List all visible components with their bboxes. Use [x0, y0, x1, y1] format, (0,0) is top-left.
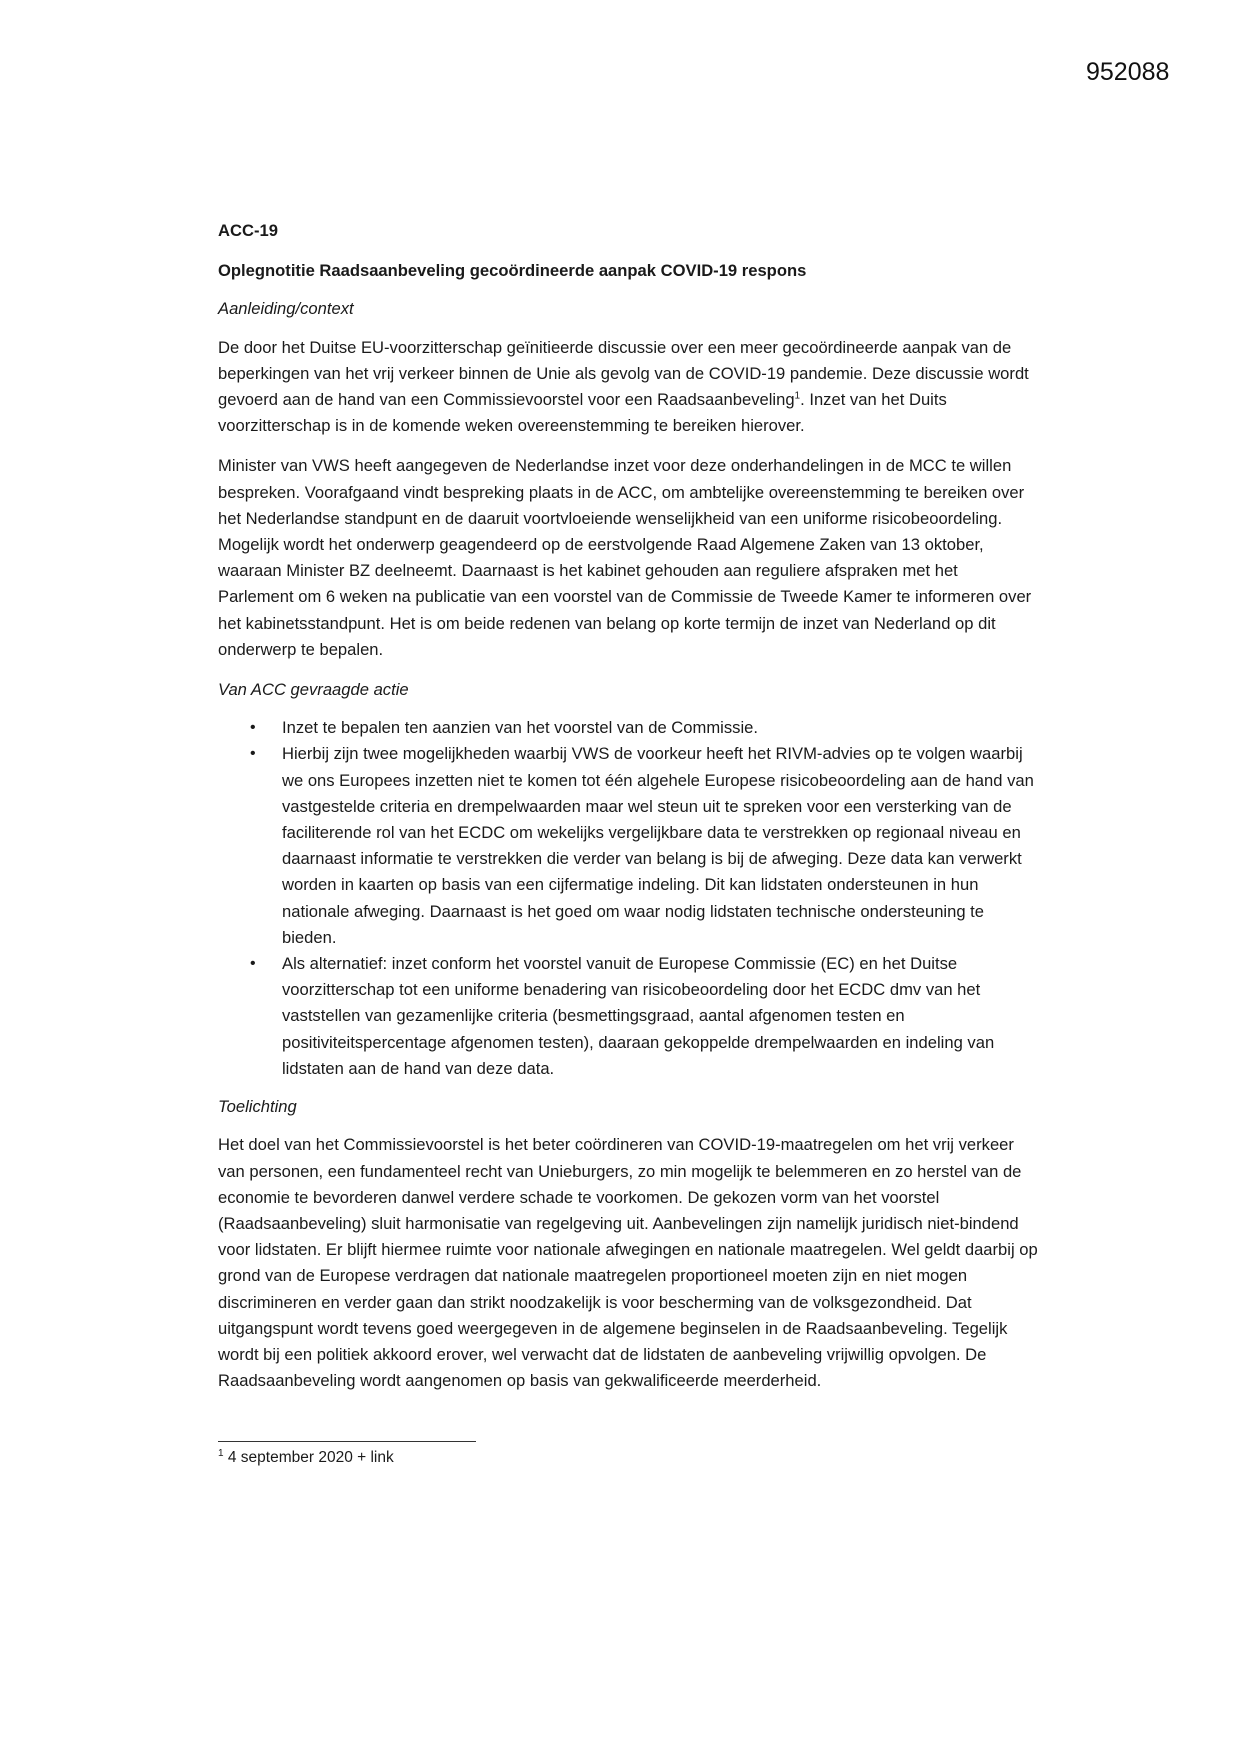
document-code: ACC-19 — [218, 221, 278, 240]
document-body — [218, 218, 1038, 1408]
document-title: Oplegnotitie Raadsaanbeveling gecoördineerde aanpak COVID-19 respons — [218, 261, 807, 281]
list-item: • Inzet te bepalen ten aanzien van het voorstel van de Commissie. — [282, 715, 1038, 741]
aanleiding-paragraph-1 — [218, 335, 1038, 440]
toelichting-paragraph-1: Het doel van het Commissievoorstel is het beter coördineren van COVID-19-maatregelen om het vrij verkeer van personen, een fundamenteel recht van Unieburgers, zo min mogelijk te belemmeren en zo herstel van de economie te bevorderen danwel verdere schade te voorkomen. De gekozen vorm van het voorstel (Raadsaanbeveling) sluit harmonisatie van regelgeving uit. Aanbevelingen zijn namelijk juridisch niet-bindend voor lidstaten. Er blijft hiermee ruimte voor nationale afwegingen en nationale maatregelen. Wel geldt daarbij op grond van de Europese verdragen dat nationale maatregelen proportioneel moeten zijn en niet mogen discrimineren en verder gaan dan strikt noodzakelijk is voor bescherming van de volksgezondheid. Dat uitgangspunt wordt tevens goed weergegeven in de algemene beginselen in de Raadsaanbeveling. Tegelijk wordt bij een politiek akkoord erover, wel verwacht dat de lidstaten de aanbeveling vrijwillig opvolgen. De Raadsaanbeveling wordt aangenomen op basis van gekwalificeerde meerderheid. — [218, 1135, 1038, 1391]
list-item: • Hierbij zijn twee mogelijkheden waarbij VWS de voorkeur heeft het RIVM-advies op te volgen waarbij we ons Europees inzetten niet te komen tot één algehele Europese risicobeoordeling aan de hand van vastgestelde criteria en drempelwaarden maar wel steun uit te spreken voor een versterking van de faciliterende rol van het ECDC om wekelijks vergelijkbare data te verstrekken op regionaal niveau en daarnaast informatie te verstrekken die verder van belang is bij de afweging. Deze data kan verwerkt worden in kaarten op basis van een cijfermatige indeling. Dit kan lidstaten ondersteunen in hun nationale afweging. Daarnaast is het goed om waar nodig lidstaten technische ondersteuning te bieden. — [282, 741, 1038, 951]
aanleiding-p1-text-continued: . Inzet van het Duits voorzitterschap is in de komende weken overeenstemming te bereiken hierover. — [218, 390, 947, 436]
aanleiding-paragraph-2: Minister van VWS heeft aangegeven de Nederlandse inzet voor deze onderhandelingen in de MCC te willen bespreken. Voorafgaand vindt bespreking plaats in de ACC, om ambtelijke overeenstemming te bereiken over het Nederlandse standpunt en de daaruit voortvloeiende wenselijkheid van een uniforme risicobeoordeling. Mogelijk wordt het onderwerp geagendeerd op de eerstvolgende Raad Algemene Zaken van 13 oktober, waaraan Minister BZ deelneemt. Daarnaast is het kabinet gehouden aan reguliere afspraken met het Parlement om 6 weken na publicatie van een voorstel van de Commissie de Tweede Kamer te informeren over het kabinetsstandpunt. Het is om beide redenen van belang op korte termijn de inzet van Nederland op dit onderwerp te bepalen. — [218, 456, 1032, 659]
document-number: 952088 — [1086, 58, 1170, 86]
footnote-number: 1 — [218, 1447, 224, 1459]
footnote-reference: 1 — [794, 390, 801, 402]
footnote-text: 4 september 2020 + link — [223, 1449, 394, 1466]
footnote — [218, 1447, 394, 1469]
list-item: • Als alternatief: inzet conform het voorstel vanuit de Europese Commissie (EC) en het Duitse voorzitterschap tot een uniforme benadering van risicobeoordeling door het ECDC dmv van het vaststellen van gezamenlijke criteria (besmettingsgraad, aantal afgenomen testen en positiviteitspercentage afgenomen testen), daaraan gekoppelde drempelwaarden en indeling van lidstaten aan de hand van deze data. — [282, 951, 1038, 1082]
footnote-divider — [218, 1441, 476, 1442]
actie-bullet-list — [218, 715, 1038, 1082]
section-heading-aanleiding: Aanleiding/context — [218, 299, 354, 319]
section-heading-toelichting: Toelichting — [218, 1097, 297, 1117]
section-heading-actie: Van ACC gevraagde actie — [218, 680, 409, 700]
aanleiding-p1-text: De door het Duitse EU-voorzitterschap geïnitieerde discussie over een meer gecoördineerde aanpak van de beperkingen van het vrij verkeer binnen de Unie als gevolg van de COVID-19 pandemie. Deze discussie wordt gevoerd aan de hand van een Commissievoorstel voor een Raadsaanbeveling — [218, 337, 1029, 410]
